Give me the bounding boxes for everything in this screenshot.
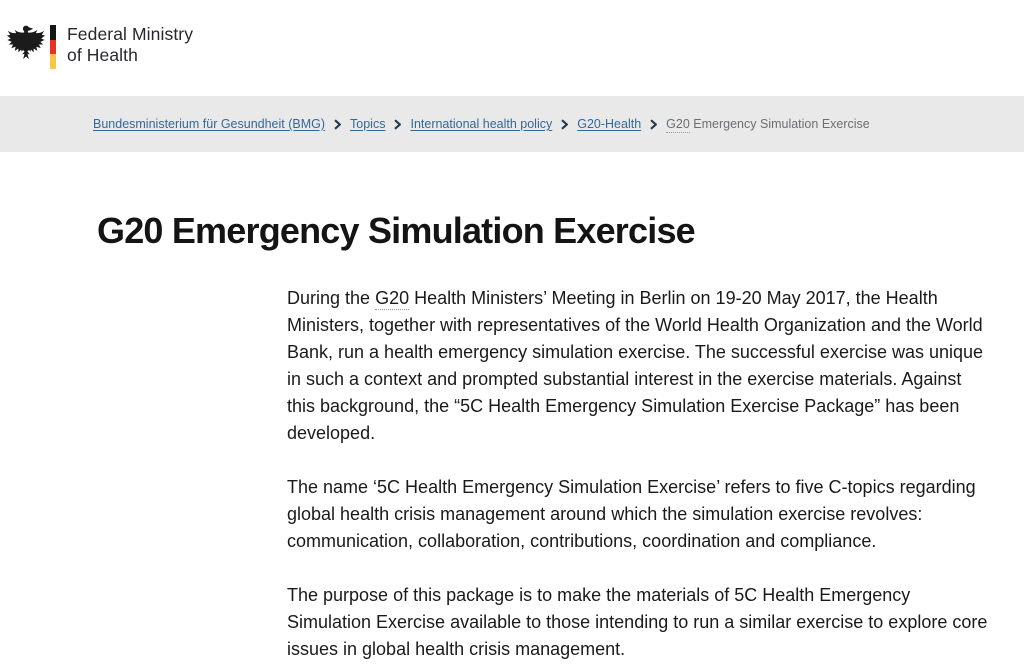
g20-abbreviation: G20 <box>375 288 410 308</box>
breadcrumb <box>93 117 870 131</box>
paragraph-intro <box>287 285 992 447</box>
paragraph-intro-text: During the <box>287 288 376 308</box>
breadcrumb-bar <box>0 96 1024 152</box>
chevron-right-icon <box>394 119 401 130</box>
breadcrumb-link-topics[interactable]: Topics <box>350 117 386 131</box>
breadcrumb-link-g20-health[interactable]: G20-Health <box>577 117 642 131</box>
article-body <box>287 285 992 663</box>
ministry-name-line2: of Health <box>67 45 138 65</box>
german-flag-stripe-icon <box>50 25 56 69</box>
german-federal-eagle-icon <box>6 21 46 71</box>
main-content <box>0 209 1024 663</box>
breadcrumb-current-text: Emergency Simulation Exercise <box>689 117 870 131</box>
ministry-logo[interactable] <box>6 21 193 71</box>
breadcrumb-link-bmg[interactable]: Bundesministerium für Gesundheit (BMG) <box>93 117 326 131</box>
chevron-right-icon <box>334 119 341 130</box>
g20-abbreviation: G20 <box>666 117 690 131</box>
breadcrumb-current-page <box>666 117 870 131</box>
chevron-right-icon <box>650 119 657 130</box>
breadcrumb-link-international-health-policy[interactable]: International health policy <box>410 117 553 131</box>
paragraph-intro-text: Health Ministers’ Meeting in Berlin on 19-20 May 2017, the Health Ministers, together with representatives of the World Health Organization and the World Bank, run a health emergency simulation exercise. The successful exercise was unique in such a context and prompted substantial interest in the exercise materials. Against this background, the “5C Health Emergency Simulation Exercise Package” has been developed. <box>287 288 984 443</box>
page-title: G20 Emergency Simulation Exercise <box>97 210 695 251</box>
chevron-right-icon <box>561 119 568 130</box>
paragraph-five-c-name: The name ‘5C Health Emergency Simulation Exercise’ refers to five C-topics regarding global health crisis management around which the simulation exercise revolves: communication, collaboration, contributions, coordination and compliance. <box>287 477 976 551</box>
paragraph-purpose: The purpose of this package is to make the materials of 5C Health Emergency Simulation Exercise available to those intending to run a similar exercise to explore core issues in global health crisis management. <box>287 585 988 659</box>
ministry-wordmark <box>67 24 193 66</box>
ministry-name-line1: Federal Ministry <box>67 24 194 44</box>
site-header <box>0 0 1024 96</box>
